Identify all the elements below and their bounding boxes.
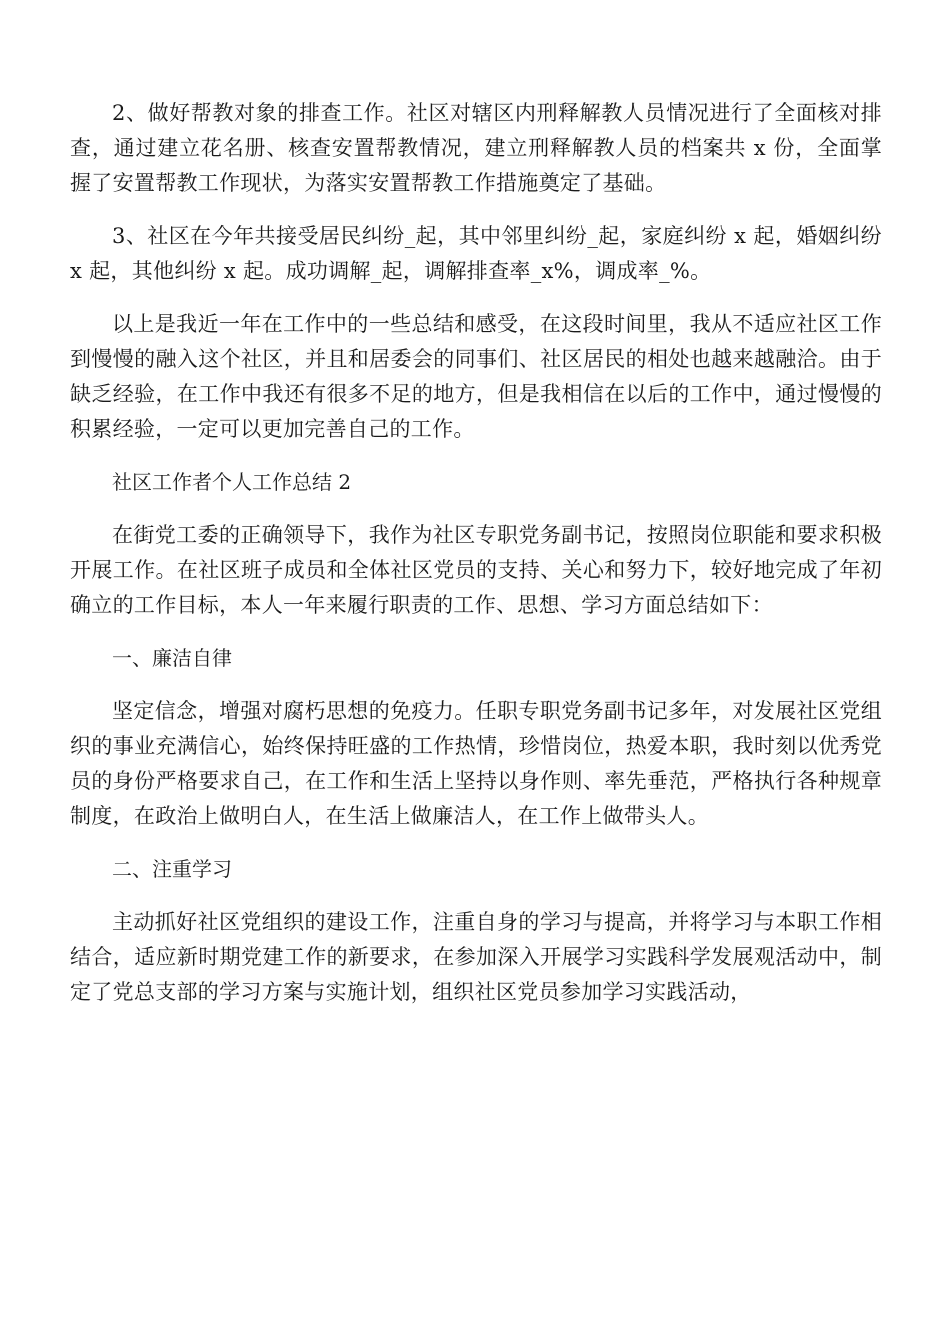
heading-integrity: 一、廉洁自律 bbox=[112, 646, 232, 670]
heading-study: 二、注重学习 bbox=[112, 857, 232, 881]
paragraph-item-3: 3、社区在今年共接受居民纠纷_起，其中邻里纠纷_起，家庭纠纷 x 起，婚姻纠纷 x 起，其他纠纷 x 起。成功调解_起，调解排查率_x%，调成率_%。 bbox=[70, 224, 882, 283]
section-title: 社区工作者个人工作总结 2 bbox=[112, 470, 352, 494]
paragraph-item-2: 2、做好帮教对象的排查工作。社区对辖区内刑释解教人员情况进行了全面核对排查，通过建立花名册、核查安置帮教情况，建立刑释解教人员的档案共 x 份，全面掌握了安置帮教工作现状，为落实安置帮教工作措施奠定了基础。 bbox=[70, 101, 882, 195]
document-page bbox=[70, 96, 882, 1010]
paragraph-study: 主动抓好社区党组织的建设工作，注重自身的学习与提高，并将学习与本职工作相结合，适应新时期党建工作的新要求，在参加深入开展学习实践科学发展观活动中，制定了党总支部的学习方案与实施计划，组织社区党员参加学习实践活动， bbox=[70, 910, 882, 1004]
paragraph-intro: 在街党工委的正确领导下，我作为社区专职党务副书记，按照岗位职能和要求积极开展工作。在社区班子成员和全体社区党员的支持、关心和努力下，较好地完成了年初确立的工作目标，本人一年来履行职责的工作、思想、学习方面总结如下： bbox=[70, 523, 882, 617]
paragraph-integrity: 坚定信念，增强对腐朽思想的免疫力。任职专职党务副书记多年，对发展社区党组织的事业充满信心，始终保持旺盛的工作热情，珍惜岗位，热爱本职，我时刻以优秀党员的身份严格要求自己，在工作和生活上坚持以身作则、率先垂范，严格执行各种规章制度，在政治上做明白人，在生活上做廉洁人，在工作上做带头人。 bbox=[70, 699, 882, 828]
paragraph-conclusion: 以上是我近一年在工作中的一些总结和感受，在这段时间里，我从不适应社区工作到慢慢的融入这个社区，并且和居委会的同事们、社区居民的相处也越来越融洽。由于缺乏经验，在工作中我还有很多不足的地方，但是我相信在以后的工作中，通过慢慢的积累经验，一定可以更加完善自己的工作。 bbox=[70, 312, 882, 441]
